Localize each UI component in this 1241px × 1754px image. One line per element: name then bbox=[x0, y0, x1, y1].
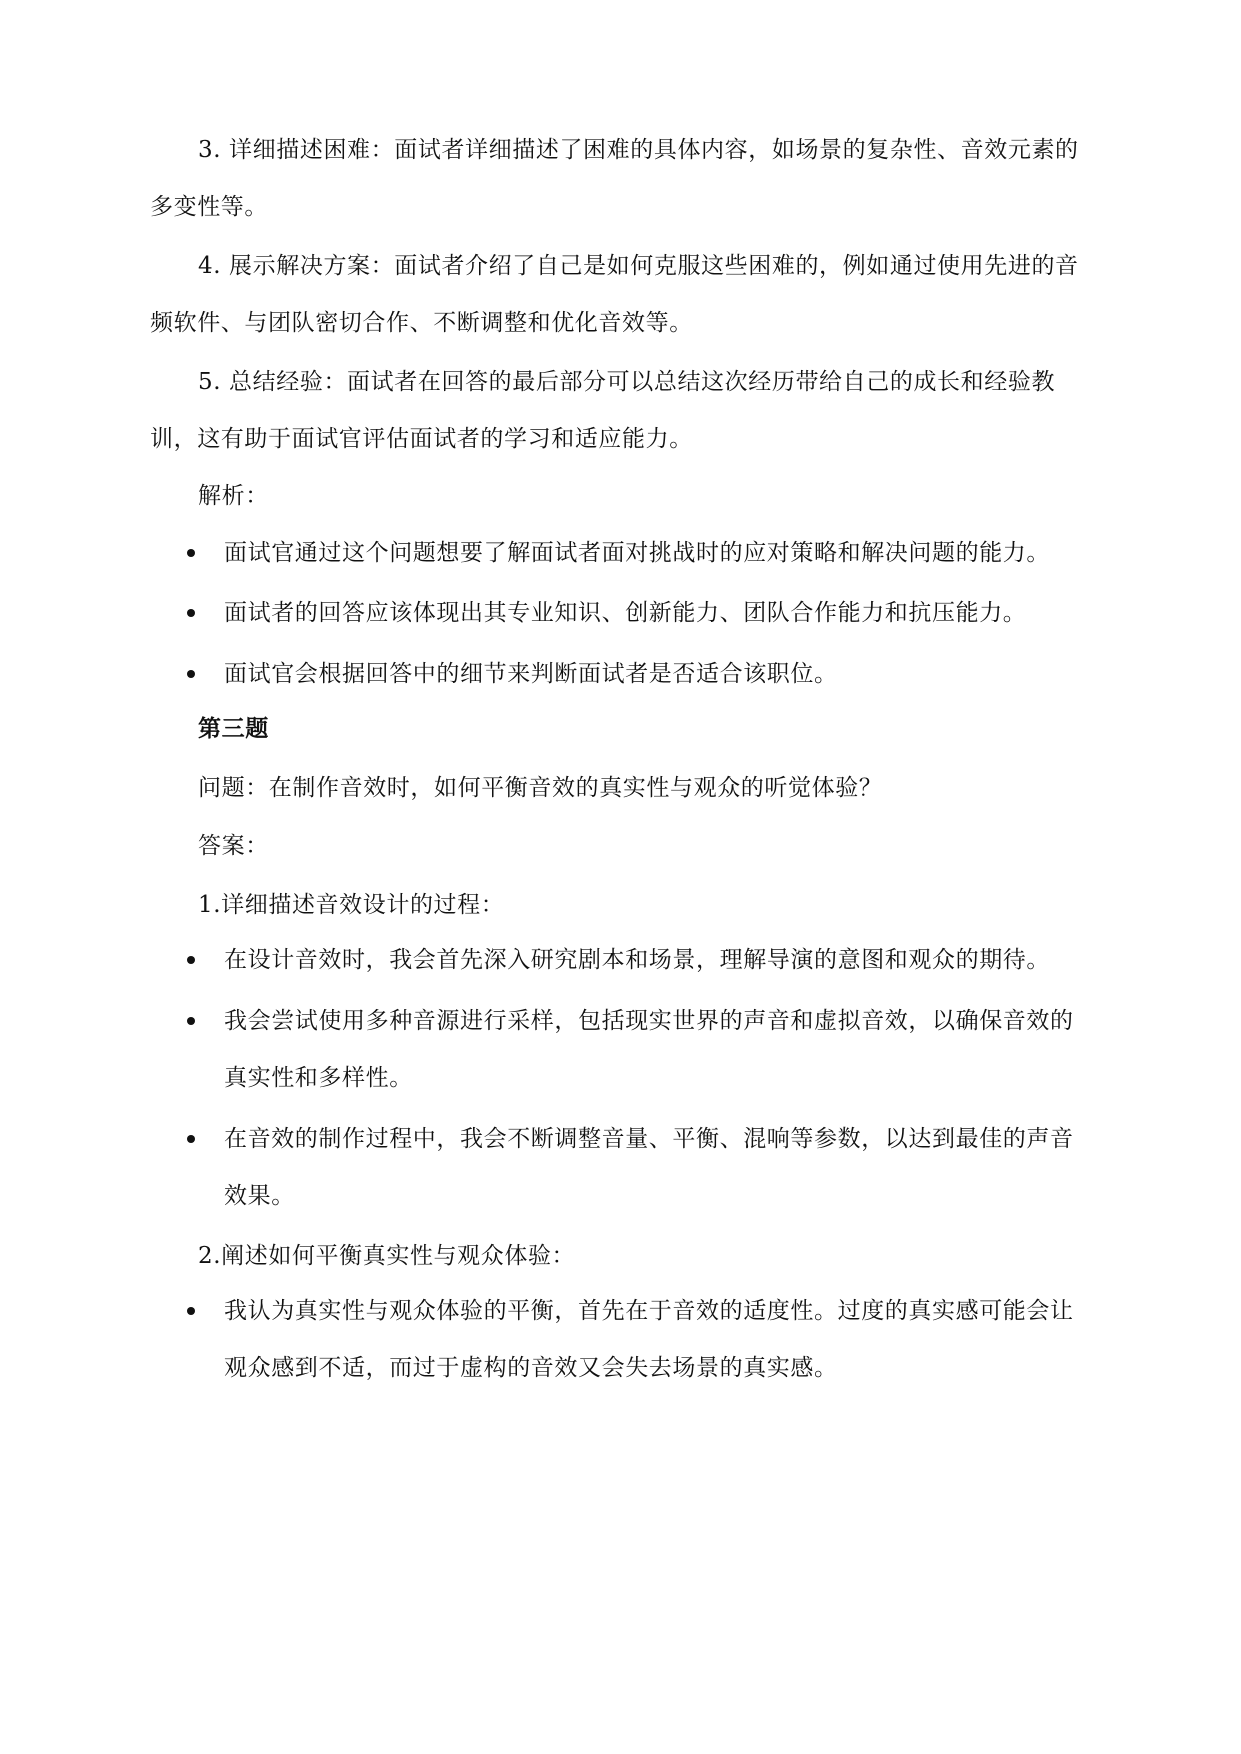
point1-bullet bbox=[150, 1111, 1085, 1225]
question-text: 问题：在制作音效时，如何平衡音效的真实性与观众的听觉体验？ bbox=[198, 775, 883, 801]
analysis-bullet-text: 面试者的回答应该体现出其专业知识、创新能力、团队合作能力和抗压能力。 bbox=[224, 600, 1027, 626]
analysis-bullet bbox=[150, 585, 1085, 642]
analysis-bullet-text: 面试官会根据回答中的细节来判断面试者是否适合该职位。 bbox=[224, 661, 838, 687]
bullet-icon bbox=[187, 956, 195, 964]
analysis-bullet bbox=[150, 646, 1085, 703]
bullet-icon bbox=[187, 1135, 195, 1143]
section-title: 第三题 bbox=[198, 715, 269, 742]
point1-bullet-text: 在设计音效时，我会首先深入研究剧本和场景，理解导演的意图和观众的期待。 bbox=[224, 947, 1050, 973]
point1-title: 1.详细描述音效设计的过程： bbox=[198, 892, 505, 918]
point1-bullet-text: 我会尝试使用多种音源进行采样，包括现实世界的声音和虚拟音效，以确保音效的真实性和多样性。 bbox=[224, 1008, 1074, 1091]
point2-title: 2.阐述如何平衡真实性与观众体验： bbox=[198, 1243, 576, 1269]
point1-bullet-text: 在音效的制作过程中，我会不断调整音量、平衡、混响等参数，以达到最佳的声音效果。 bbox=[224, 1126, 1074, 1209]
answer-label: 答案： bbox=[198, 833, 269, 859]
point1-bullet bbox=[150, 932, 1085, 989]
paragraph-summary: 5. 总结经验：面试者在回答的最后部分可以总结这次经历带给自己的成长和经验教训，这有助于面试官评估面试者的学习和适应能力。 bbox=[150, 369, 1056, 452]
point2-bullet bbox=[150, 1283, 1085, 1397]
bullet-icon bbox=[187, 549, 195, 557]
paragraph-solution: 4. 展示解决方案：面试者介绍了自己是如何克服这些困难的，例如通过使用先进的音频软件、与团队密切合作、不断调整和优化音效等。 bbox=[150, 253, 1079, 336]
point1-bullet bbox=[150, 993, 1085, 1107]
bullet-icon bbox=[187, 1307, 195, 1315]
bullet-icon bbox=[187, 609, 195, 617]
analysis-bullet-text: 面试官通过这个问题想要了解面试者面对挑战时的应对策略和解决问题的能力。 bbox=[224, 540, 1050, 566]
bullet-icon bbox=[187, 1017, 195, 1025]
point2-bullet-text: 我认为真实性与观众体验的平衡，首先在于音效的适度性。过度的真实感可能会让观众感到不适，而过于虚构的音效又会失去场景的真实感。 bbox=[224, 1298, 1074, 1381]
analysis-label: 解析： bbox=[198, 483, 269, 509]
paragraph-difficulty: 3. 详细描述困难：面试者详细描述了困难的具体内容，如场景的复杂性、音效元素的多变性等。 bbox=[150, 137, 1079, 220]
analysis-bullet bbox=[150, 525, 1085, 582]
bullet-icon bbox=[187, 670, 195, 678]
